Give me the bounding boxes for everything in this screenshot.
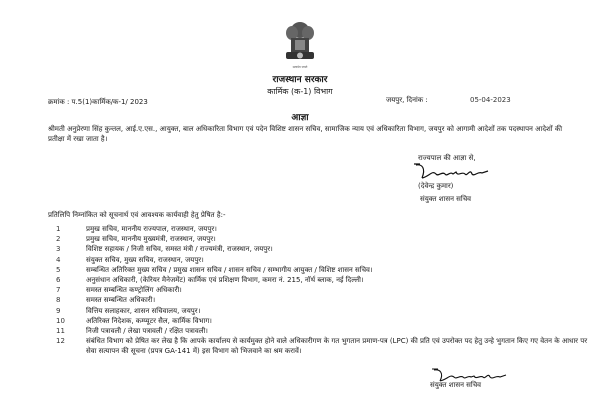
item-text: सम्बन्धित अतिरिक्त मुख्य सचिव / प्रमुख शासन सचिव / शासन सचिव / सम्भागीय आयुक्त / विशिष्ट शासन सचिव। xyxy=(86,265,373,274)
item-text: अनुसंधान अधिकारी, (केरियर मैनेजमेंट) कार्मिक एवं प्रशिक्षण विभाग, कमरा नं. 215, नॉर्थ ब्लाक, नई दिल्ली। xyxy=(86,276,364,285)
list-item xyxy=(48,336,588,356)
item-text: संबंधित विभाग को प्रेषित कर लेख है कि आपके कार्यालय से कार्यमुक्त होने वाले अधिकारीगण के गत भुगतान प्रमाण-पत्र (LPC) की प्रति एवं उपरोक्त पद हेतु उन्हे भुगतान किए गए वेतन के आधार पर सेवा सत्यापन की सूचना (प्रपत्र GA-141 में) इस विभाग को भिजवाने का श्रम करावें। xyxy=(86,337,588,356)
state-emblem xyxy=(283,20,317,66)
item-number: 4 xyxy=(56,255,61,264)
government-name: राजस्थान सरकार xyxy=(272,75,328,85)
order-date: 05-04-2023 xyxy=(470,96,511,104)
list-item xyxy=(48,316,588,326)
reference-number: क्रमांक : प.5(1)कार्मिक/क-1/ 2023 xyxy=(48,98,148,106)
item-number: 9 xyxy=(56,306,61,315)
item-text: समस्त सम्बन्धित कण्ट्रोलिंग अधिकारी। xyxy=(86,286,182,295)
list-item xyxy=(48,285,588,295)
item-text: समस्त सम्बन्धित अधिकारी। xyxy=(86,296,156,305)
copy-to-heading: प्रतिलिपि निम्नांकित को सूचनार्थ एवं आवश्यक कार्यवाही हेतु प्रेषित है:- xyxy=(48,211,226,219)
item-number: 1 xyxy=(56,225,61,233)
item-text: संयुक्त सचिव, मुख्य सचिव, राजस्थान, जयपुर। xyxy=(86,255,204,264)
by-order-line: राज्यपाल की आज्ञा से, xyxy=(418,154,476,162)
item-number: 12 xyxy=(56,337,65,346)
list-item xyxy=(48,255,588,265)
item-number: 8 xyxy=(56,296,61,305)
list-item xyxy=(48,275,588,285)
item-text: विशिष्ट सहायक / निजी सचिव, समस्त मंत्री / राज्यमंत्री, राजस्थान, जयपुर। xyxy=(86,245,273,254)
order-body: श्रीमती अनुप्रेरणा सिंह कुन्तल, आई.ए.एस., आयुक्त, बाल अधिकारिता विभाग एवं पदेन विशिष्ट शासन सचिव, सामाजिक न्याय एवं अधिकारिता विभाग, जयपुर को आगामी आदेशों तक पदस्थापन आदेशों की प्रतीक्षा में रखा जाता है। xyxy=(48,125,563,143)
item-number: 7 xyxy=(56,286,61,295)
order-title: आज्ञा xyxy=(291,113,309,123)
item-number: 2 xyxy=(56,235,61,244)
copy-to-list xyxy=(48,224,588,357)
emblem-motto: सत्यमेव जयते xyxy=(292,65,308,69)
footer-designation: संयुक्त शासन सचिव xyxy=(430,381,482,389)
item-number: 11 xyxy=(56,327,65,336)
signature-image xyxy=(412,162,492,182)
item-text: प्रमुख सचिव, माननीय राज्यपाल, राजस्थान, जयपुर। xyxy=(86,225,217,233)
signatory-designation: संयुक्त शासन सचिव xyxy=(420,195,472,203)
list-item xyxy=(48,295,588,305)
item-text: निजी पत्रावली / लेखा पत्रावली / रक्षित पत्रावली। xyxy=(86,327,208,336)
list-item xyxy=(48,224,588,234)
item-number: 10 xyxy=(56,316,65,325)
list-item xyxy=(48,306,588,316)
item-text: अतिरिक्त निदेशक, कम्प्यूटर सैल, कार्मिक विभाग। xyxy=(86,316,212,325)
signatory-name: (देवेन्द्र कुमार) xyxy=(418,182,454,190)
list-item xyxy=(48,326,588,336)
item-text: वित्तिय सलाहकार, शासन सचिवालय, जयपुर। xyxy=(86,306,201,315)
item-text: प्रमुख सचिव, माननीय मुख्यमंत्री, राजस्थान, जयपुर। xyxy=(86,235,216,244)
department-name: कार्मिक (क-1) विभाग xyxy=(267,87,333,96)
item-number: 5 xyxy=(56,265,61,274)
list-item xyxy=(48,265,588,275)
list-item xyxy=(48,234,588,244)
list-item xyxy=(48,244,588,254)
item-number: 3 xyxy=(56,245,61,254)
item-number: 6 xyxy=(56,276,61,285)
place-date-label: जयपुर, दिनांक : xyxy=(386,96,428,104)
